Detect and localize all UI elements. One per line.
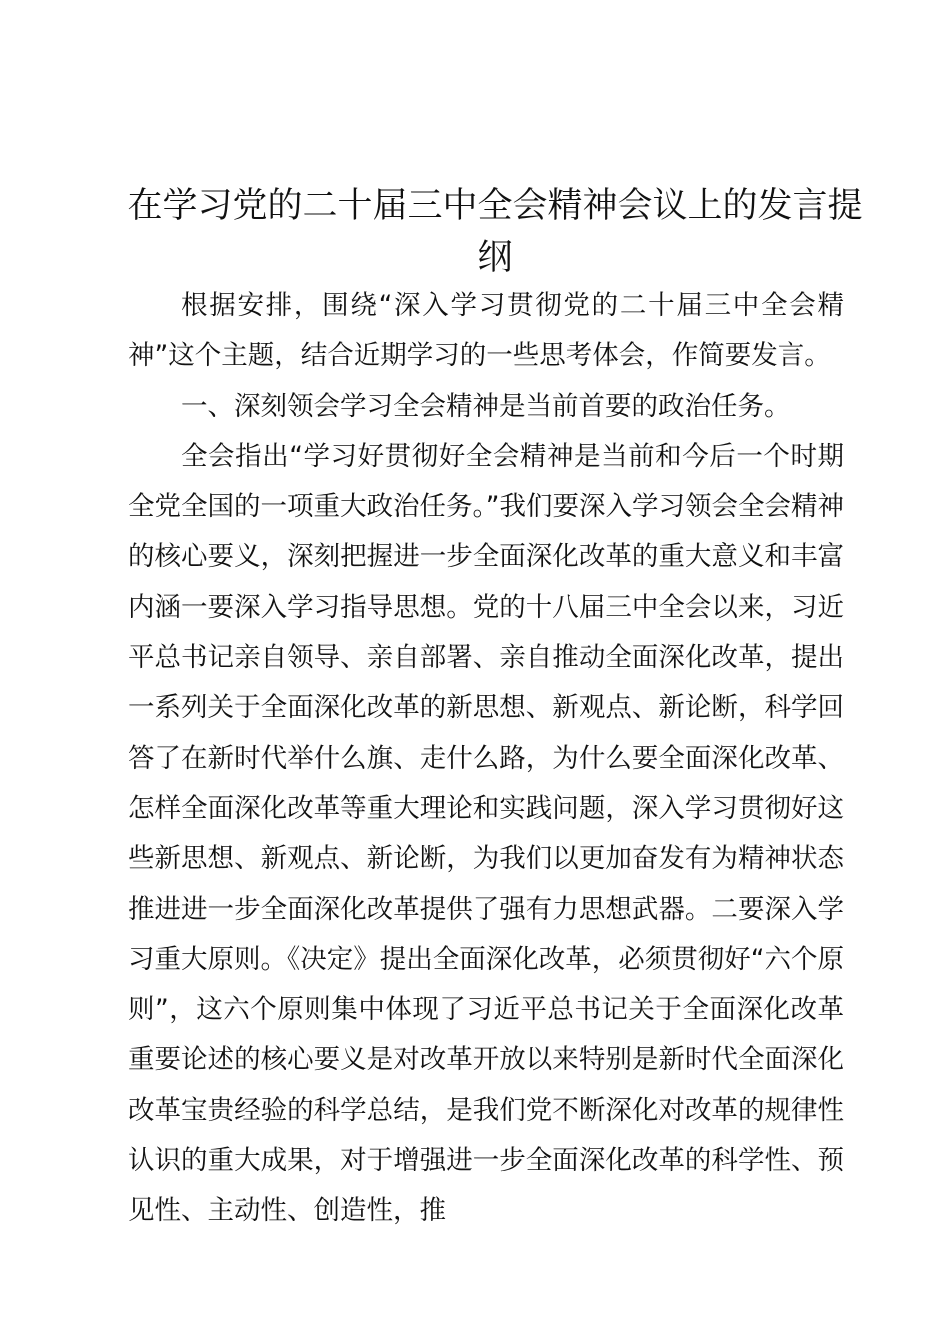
paragraph-intro: 根据安排，围绕“深入学习贯彻党的二十届三中全会精神”这个主题，结合近期学习的一些思考体会，作简要发言。 <box>128 290 844 372</box>
document-title: 在学习党的二十届三中全会精神会议上的发言提纲 <box>127 186 863 278</box>
paragraph-heading-1: 一、深刻领会学习全会精神是当前首要的政治任务。 <box>181 390 791 422</box>
paragraph-main: 全会指出“学习好贯彻好全会精神是当前和今后一个时期全党全国的一项重大政治任务。”我们要深入学习领会全会精神的核心要义，深刻把握进一步全面深化改革的重大意义和丰富内涵一要深入学习指导思想。党的十八届三中全会以来，习近平总书记亲自领导、亲自部署、亲自推动全面深化改革，提出一系列关于全面深化改革的新思想、新观点、新论断，科学回答了在新时代举什么旗、走什么路，为什么要全面深化改革、怎样全面深化改革等重大理论和实践问题，深入学习贯彻好这些新思想、新观点、新论断，为我们以更加奋发有为精神状态推进进一步全面深化改革提供了强有力思想武器。二要深入学习重大原则。《决定》提出全面深化改革，必须贯彻好“六个原则”，这六个原则集中体现了习近平总书记关于全面深化改革重要论述的核心要义是对改革开放以来特别是新时代全面深化改革宝贵经验的科学总结，是我们党不断深化对改革的规律性认识的重大成果，对于增强进一步全面深化改革的科学性、预见性、主动性、创造性，推 <box>128 440 844 1227</box>
document-body <box>128 281 844 1237</box>
